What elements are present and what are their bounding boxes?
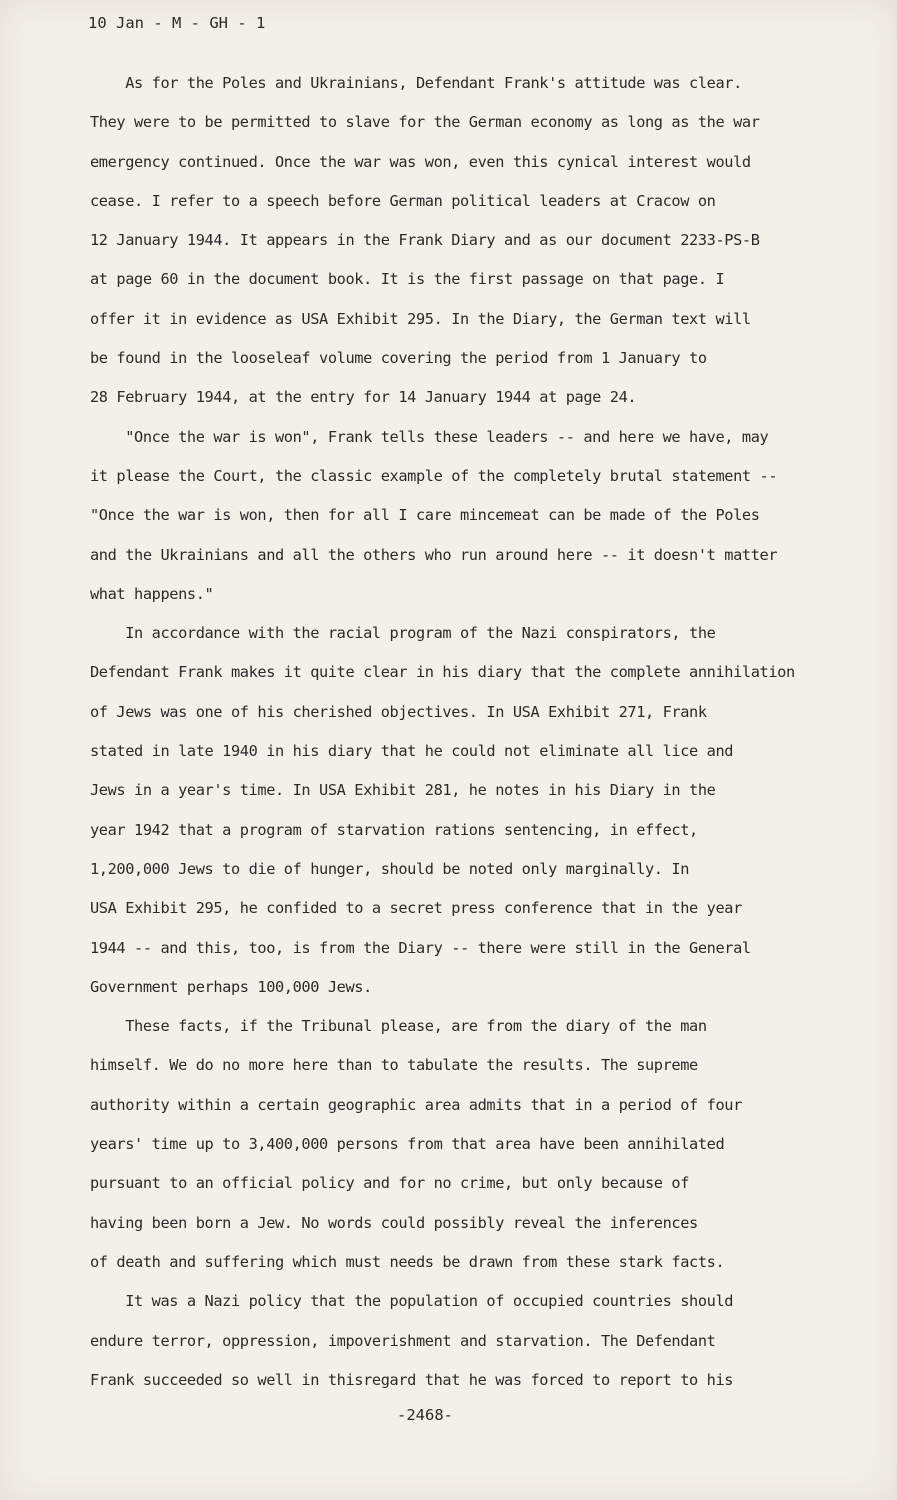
text-line: These facts, if the Tribunal please, are from the diary of the man bbox=[90, 1017, 707, 1036]
text-line: USA Exhibit 295, he confided to a secret press conference that in the year bbox=[90, 899, 742, 918]
text-line: Government perhaps 100,000 Jews. bbox=[90, 977, 372, 996]
text-line: 1944 -- and this, too, is from the Diary -- there were still in the General bbox=[90, 938, 751, 957]
text-line: As for the Poles and Ukrainians, Defendant Frank's attitude was clear. bbox=[90, 74, 742, 92]
text-line: cease. I refer to a speech before German political leaders at Cracow on bbox=[90, 191, 716, 210]
text-line: himself. We do no more here than to tabulate the results. The supreme bbox=[90, 1056, 698, 1075]
text-line: pursuant to an official policy and for no crime, but only because of bbox=[90, 1174, 690, 1193]
text-line: stated in late 1940 in his diary that he could not eliminate all lice and bbox=[90, 742, 734, 761]
text-line: be found in the looseleaf volume covering the period from 1 January to bbox=[90, 349, 707, 368]
text-line: what happens." bbox=[90, 584, 214, 603]
text-line: 12 January 1944. It appears in the Frank Diary and as our document 2233-PS-B bbox=[90, 231, 760, 250]
text-line: years' time up to 3,400,000 persons from that area have been annihilated bbox=[90, 1135, 725, 1154]
text-line: 1,200,000 Jews to die of hunger, should be noted only marginally. In bbox=[90, 859, 690, 878]
text-line: at page 60 in the document book. It is the first passage on that page. I bbox=[90, 270, 725, 289]
text-line: Defendant Frank makes it quite clear in his diary that the complete annihilation bbox=[90, 663, 795, 682]
page-number: -2468- bbox=[397, 1406, 453, 1424]
text-line: It was a Nazi policy that the population of occupied countries should bbox=[90, 1292, 734, 1311]
text-line: and the Ukrainians and all the others who run around here -- it doesn't matter bbox=[90, 545, 778, 564]
text-line: They were to be permitted to slave for the German economy as long as the war bbox=[90, 113, 760, 132]
text-line: having been born a Jew. No words could possibly reveal the inferences bbox=[90, 1213, 698, 1232]
text-line: offer it in evidence as USA Exhibit 295. In the Diary, the German text will bbox=[90, 309, 751, 328]
text-line: it please the Court, the classic example of the completely brutal statement -- bbox=[90, 466, 778, 485]
text-line: of death and suffering which must needs be drawn from these stark facts. bbox=[90, 1252, 725, 1271]
text-line: "Once the war is won, then for all I care mincemeat can be made of the Poles bbox=[90, 506, 760, 525]
text-line: of Jews was one of his cherished objectives. In USA Exhibit 271, Frank bbox=[90, 702, 707, 721]
body-text bbox=[90, 70, 850, 1406]
text-line: "Once the war is won", Frank tells these leaders -- and here we have, may bbox=[90, 427, 769, 446]
text-line: In accordance with the racial program of the Nazi conspirators, the bbox=[90, 624, 716, 643]
page-header: 10 Jan - M - GH - 1 bbox=[88, 14, 266, 32]
text-line: Frank succeeded so well in thisregard that he was forced to report to his bbox=[90, 1370, 734, 1389]
text-line: endure terror, oppression, impoverishment and starvation. The Defendant bbox=[90, 1331, 716, 1350]
text-line: Jews in a year's time. In USA Exhibit 281, he notes in his Diary in the bbox=[90, 781, 716, 800]
text-line: emergency continued. Once the war was won, even this cynical interest would bbox=[90, 152, 751, 171]
text-line: authority within a certain geographic area admits that in a period of four bbox=[90, 1095, 742, 1114]
text-line: year 1942 that a program of starvation rations sentencing, in effect, bbox=[90, 820, 698, 839]
text-line: 28 February 1944, at the entry for 14 January 1944 at page 24. bbox=[90, 388, 637, 407]
